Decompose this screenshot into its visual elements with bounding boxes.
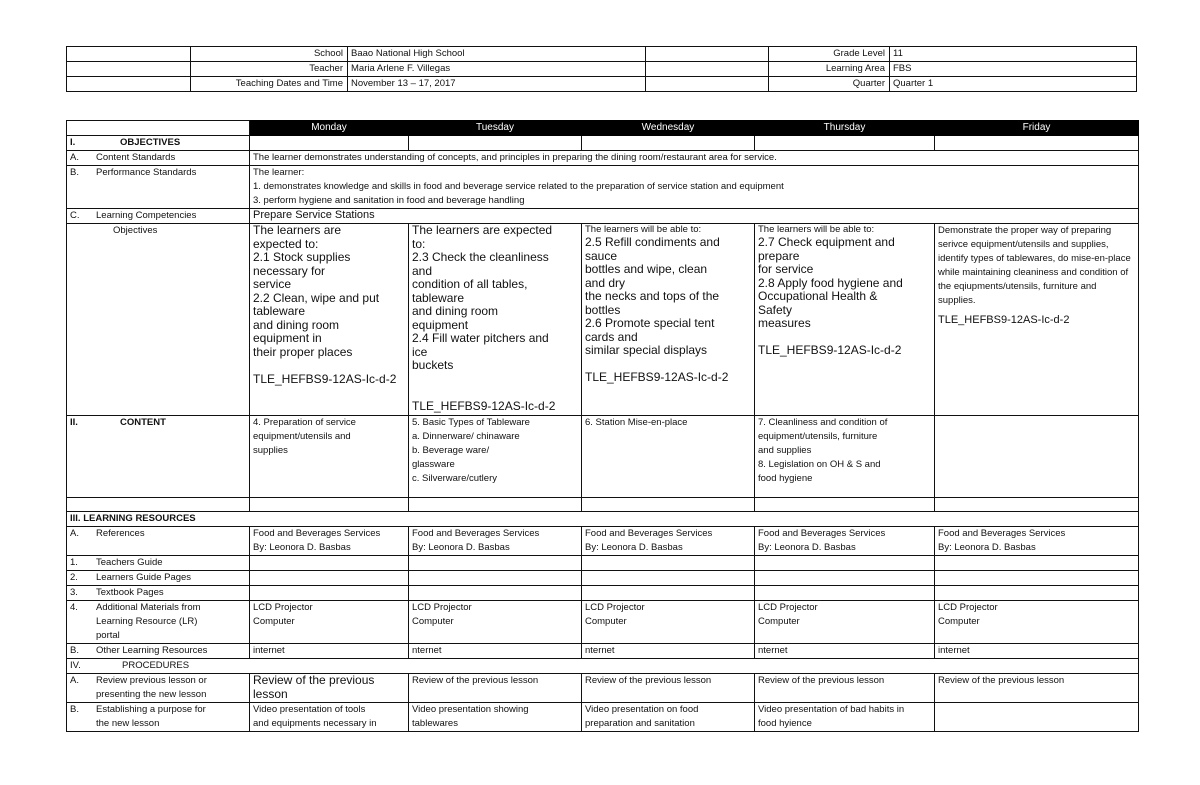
empty-cell bbox=[250, 136, 409, 151]
area-label: Learning Area bbox=[769, 62, 890, 77]
empty-cell bbox=[582, 136, 755, 151]
empty-cell bbox=[582, 571, 755, 586]
empty-cell bbox=[935, 571, 1139, 586]
row-number: C. bbox=[70, 210, 80, 221]
purpose-thursday: Video presentation of bad habits in food hyience bbox=[755, 703, 935, 732]
row-number: 2. bbox=[70, 572, 78, 583]
objectives-label: Objectives bbox=[67, 224, 250, 416]
section-label: OBJECTIVES bbox=[120, 137, 181, 148]
references-tuesday: Food and Beverages Services By: Leonora D. Basbas bbox=[409, 527, 582, 556]
additional-materials-label bbox=[67, 601, 250, 644]
empty-cell bbox=[755, 586, 935, 601]
row-label: References bbox=[96, 528, 145, 539]
resources-heading: III. LEARNING RESOURCES bbox=[67, 512, 1139, 527]
purpose-row bbox=[67, 703, 1139, 732]
objectives-thursday bbox=[755, 224, 935, 416]
content-wednesday: 6. Station Mise-en-place bbox=[582, 416, 755, 498]
row-number: B. bbox=[70, 645, 79, 656]
header-row-school bbox=[67, 47, 1137, 62]
references-label bbox=[67, 527, 250, 556]
resources-heading-row bbox=[67, 512, 1139, 527]
teachers-guide-label bbox=[67, 556, 250, 571]
objectives-intro: The learners will be able to: bbox=[585, 224, 702, 235]
additional-tuesday: LCD Projector Computer bbox=[409, 601, 582, 644]
teacher-label: Teacher bbox=[191, 62, 348, 77]
objectives-code: TLE_HEFBS9-12AS-Ic-d-2 bbox=[938, 314, 1070, 326]
objectives-tuesday: The learners are expected to: 2.3 Check the cleanliness and condition of all tables, tableware and dining room equipment 2.4 Fill water pitchers and ice buckets TLE_HEFBS9-12AS-Ic-d-2 bbox=[409, 224, 582, 416]
review-monday: Review of the previous lesson bbox=[250, 674, 409, 703]
empty-cell bbox=[250, 498, 409, 512]
empty-cell bbox=[935, 498, 1139, 512]
dates-value: November 13 – 17, 2017 bbox=[348, 77, 646, 92]
empty-cell bbox=[409, 571, 582, 586]
additional-monday: LCD Projector Computer bbox=[250, 601, 409, 644]
other-resources-label bbox=[67, 644, 250, 659]
section-number: IV. bbox=[70, 660, 81, 671]
other-resources-row bbox=[67, 644, 1139, 659]
performance-standards-text: The learner: 1. demonstrates knowledge and skills in food and beverage service related to the preparation of service station and equipment 3. perform hygiene and sanitation in food and beverage handling bbox=[250, 166, 1139, 209]
additional-friday: LCD Projector Computer bbox=[935, 601, 1139, 644]
school-label: School bbox=[191, 47, 348, 62]
objectives-intro: Demonstrate the proper way of preparing serivce equipment/utensils and supplies, identify types of tablewares, do mise-en-place while maintaining cleaniness and condition of the eqiupments/utensils, furniture and supplies. bbox=[938, 225, 1131, 306]
header-blank bbox=[67, 47, 191, 62]
header-row-teacher bbox=[67, 62, 1137, 77]
content-thursday: 7. Cleanliness and condition of equipment/utensils, furniture and supplies 8. Legislation on OH & S and food hygiene bbox=[755, 416, 935, 498]
row-label: Content Standards bbox=[96, 152, 176, 163]
row-label: Performance Standards bbox=[96, 167, 197, 178]
purpose-tuesday: Video presentation showing tablewares bbox=[409, 703, 582, 732]
objectives-monday: The learners are expected to: 2.1 Stock supplies necessary for service 2.2 Clean, wipe and put tableware and dining room equipment in their proper places TLE_HEFBS9-12AS-Ic-d-2 bbox=[250, 224, 409, 416]
objectives-intro: The learners will be able to: bbox=[758, 224, 875, 235]
references-thursday: Food and Beverages Services By: Leonora D. Basbas bbox=[755, 527, 935, 556]
day-friday: Friday bbox=[935, 121, 1139, 136]
objectives-heading bbox=[67, 136, 250, 151]
references-wednesday: Food and Beverages Services By: Leonora D. Basbas bbox=[582, 527, 755, 556]
row-number: B. bbox=[70, 704, 79, 715]
content-monday: 4. Preparation of service equipment/utensils and supplies bbox=[250, 416, 409, 498]
empty-cell bbox=[582, 556, 755, 571]
area-value: FBS bbox=[890, 62, 1137, 77]
day-thursday: Thursday bbox=[755, 121, 935, 136]
empty-cell bbox=[935, 136, 1139, 151]
review-thursday: Review of the previous lesson bbox=[755, 674, 935, 703]
quarter-label: Quarter bbox=[769, 77, 890, 92]
other-tuesday: nternet bbox=[409, 644, 582, 659]
day-tuesday: Tuesday bbox=[409, 121, 582, 136]
header-row-dates bbox=[67, 77, 1137, 92]
references-row bbox=[67, 527, 1139, 556]
additional-thursday: LCD Projector Computer bbox=[755, 601, 935, 644]
objectives-row bbox=[67, 224, 1139, 416]
day-header-row bbox=[67, 121, 1139, 136]
empty-cell bbox=[250, 556, 409, 571]
references-monday: Food and Beverages Services By: Leonora D. Basbas bbox=[250, 527, 409, 556]
textbook-label bbox=[67, 586, 250, 601]
header-table bbox=[66, 46, 1137, 92]
row-label: Establishing a purpose for the new lesson bbox=[96, 704, 206, 729]
grade-value: 11 bbox=[890, 47, 1137, 62]
empty-cell bbox=[935, 586, 1139, 601]
content-standards-label bbox=[67, 151, 250, 166]
other-friday: internet bbox=[935, 644, 1139, 659]
competencies-row bbox=[67, 209, 1139, 224]
row-number: 4. bbox=[70, 602, 78, 613]
textbook-row bbox=[67, 586, 1139, 601]
header-blank bbox=[67, 77, 191, 92]
header-gap bbox=[646, 77, 769, 92]
empty-cell bbox=[409, 136, 582, 151]
row-label: Learning Competencies bbox=[96, 210, 197, 221]
row-number: A. bbox=[70, 528, 79, 539]
empty-cell bbox=[755, 498, 935, 512]
quarter-value: Quarter 1 bbox=[890, 77, 1137, 92]
additional-wednesday: LCD Projector Computer bbox=[582, 601, 755, 644]
purpose-wednesday: Video presentation on food preparation and sanitation bbox=[582, 703, 755, 732]
other-monday: internet bbox=[250, 644, 409, 659]
empty-cell bbox=[250, 586, 409, 601]
empty-cell bbox=[935, 556, 1139, 571]
empty-cell bbox=[582, 498, 755, 512]
row-label: Additional Materials from Learning Resource (LR) portal bbox=[96, 602, 201, 641]
empty-cell bbox=[755, 556, 935, 571]
empty-cell bbox=[755, 136, 935, 151]
content-friday bbox=[935, 416, 1139, 498]
empty-cell bbox=[755, 571, 935, 586]
learners-guide-row bbox=[67, 571, 1139, 586]
review-label bbox=[67, 674, 250, 703]
references-friday: Food and Beverages Services By: Leonora D. Basbas bbox=[935, 527, 1139, 556]
row-label: Textbook Pages bbox=[96, 587, 164, 598]
header-gap bbox=[646, 62, 769, 77]
spacer-row bbox=[67, 498, 1139, 512]
procedures-heading-row bbox=[67, 659, 1139, 674]
day-wednesday: Wednesday bbox=[582, 121, 755, 136]
grade-label: Grade Level bbox=[769, 47, 890, 62]
competencies-text: Prepare Service Stations bbox=[250, 209, 1139, 224]
additional-materials-row bbox=[67, 601, 1139, 644]
empty-cell bbox=[250, 571, 409, 586]
objectives-friday bbox=[935, 224, 1139, 416]
procedures-heading bbox=[67, 659, 1139, 674]
content-row bbox=[67, 416, 1139, 498]
content-heading bbox=[67, 416, 250, 498]
header-blank bbox=[67, 62, 191, 77]
teachers-guide-row bbox=[67, 556, 1139, 571]
row-label: Other Learning Resources bbox=[96, 645, 208, 656]
teacher-value: Maria Arlene F. Villegas bbox=[348, 62, 646, 77]
day-monday: Monday bbox=[250, 121, 409, 136]
review-row bbox=[67, 674, 1139, 703]
review-wednesday: Review of the previous lesson bbox=[582, 674, 755, 703]
empty-cell bbox=[67, 498, 250, 512]
objectives-heading-row bbox=[67, 136, 1139, 151]
content-tuesday: 5. Basic Types of Tableware a. Dinnerware/ chinaware b. Beverage ware/ glassware c. Silverware/cutlery bbox=[409, 416, 582, 498]
objectives-wednesday bbox=[582, 224, 755, 416]
row-number: B. bbox=[70, 167, 79, 178]
content-standards-text: The learner demonstrates understanding of concepts, and principles in preparing the dining room/restaurant area for service. bbox=[250, 151, 1139, 166]
header-gap bbox=[646, 47, 769, 62]
row-number: A. bbox=[70, 152, 79, 163]
review-friday: Review of the previous lesson bbox=[935, 674, 1139, 703]
section-number: I. bbox=[70, 137, 76, 148]
other-thursday: nternet bbox=[755, 644, 935, 659]
performance-standards-label bbox=[67, 166, 250, 209]
dates-label: Teaching Dates and Time bbox=[191, 77, 348, 92]
school-value: Baao National High School bbox=[348, 47, 646, 62]
empty-cell bbox=[409, 556, 582, 571]
review-tuesday: Review of the previous lesson bbox=[409, 674, 582, 703]
row-label: Review previous lesson or presenting the new lesson bbox=[96, 675, 207, 700]
empty-cell bbox=[582, 586, 755, 601]
other-wednesday: nternet bbox=[582, 644, 755, 659]
objectives-list: 2.5 Refill condiments and sauce bottles and wipe, clean and dry the necks and tops of the bottles 2.6 Promote special tent cards and similar special displays TLE_HEFBS9-12AS-Ic-d-2 bbox=[585, 235, 729, 384]
day-header-blank bbox=[67, 121, 250, 136]
performance-standards-row bbox=[67, 166, 1139, 209]
row-number: 3. bbox=[70, 587, 78, 598]
competencies-label bbox=[67, 209, 250, 224]
purpose-friday bbox=[935, 703, 1139, 732]
section-number: II. bbox=[70, 417, 78, 428]
section-label: PROCEDURES bbox=[122, 660, 190, 671]
content-standards-row bbox=[67, 151, 1139, 166]
empty-cell bbox=[409, 586, 582, 601]
purpose-label bbox=[67, 703, 250, 732]
section-label: CONTENT bbox=[120, 417, 166, 428]
row-number: 1. bbox=[70, 557, 78, 568]
objectives-list: 2.7 Check equipment and prepare for service 2.8 Apply food hygiene and Occupational Health & Safety measures TLE_HEFBS9-12AS-Ic-d-2 bbox=[758, 235, 903, 357]
lesson-plan-table bbox=[66, 120, 1139, 732]
purpose-monday: Video presentation of tools and equipments necessary in bbox=[250, 703, 409, 732]
empty-cell bbox=[409, 498, 582, 512]
row-number: A. bbox=[70, 675, 79, 686]
row-label: Learners Guide Pages bbox=[96, 572, 192, 583]
learners-guide-label bbox=[67, 571, 250, 586]
row-label: Teachers Guide bbox=[96, 557, 163, 568]
